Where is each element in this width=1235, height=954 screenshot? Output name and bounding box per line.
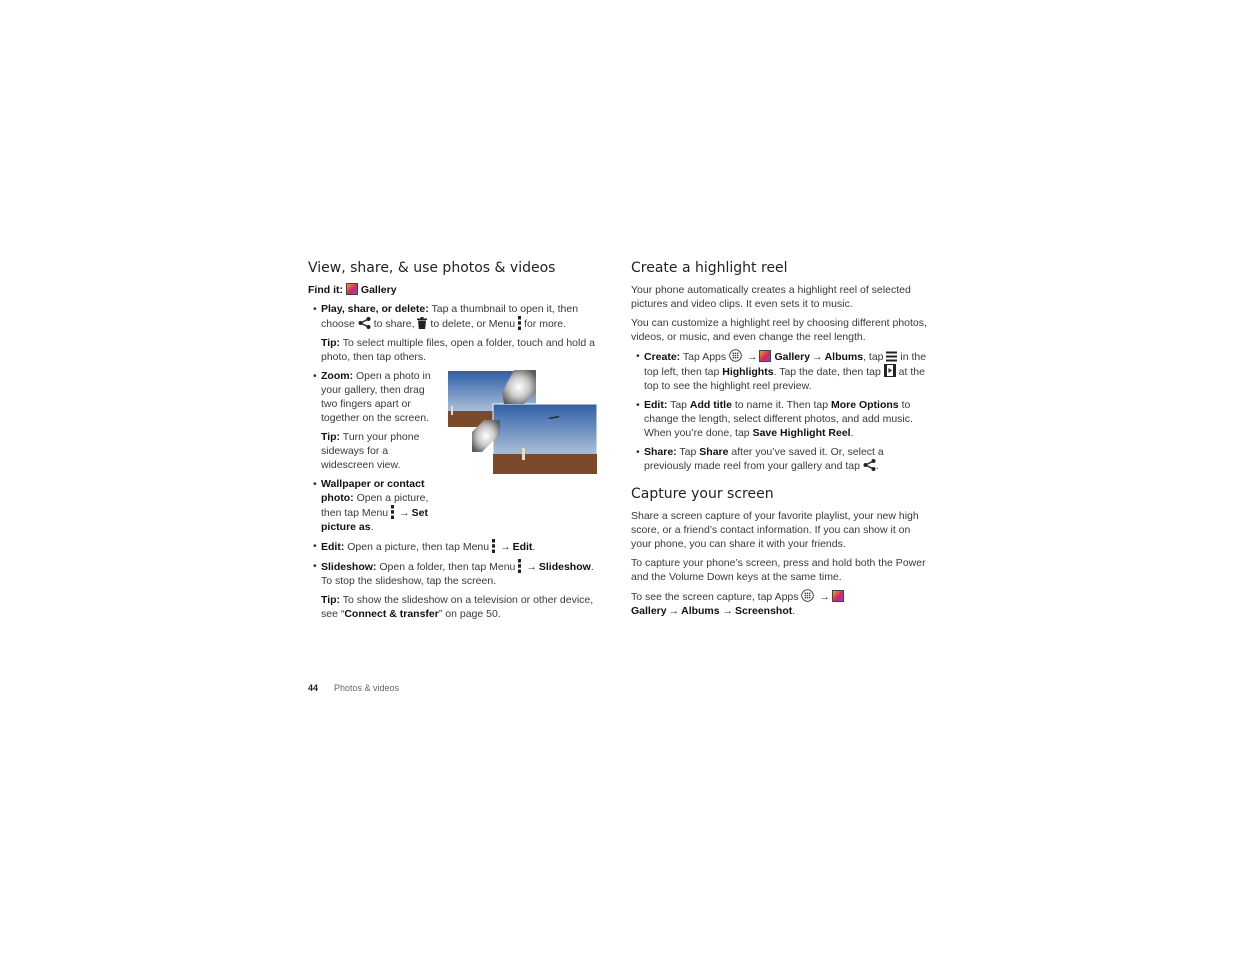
tip-multiple-files: Tip: To select multiple files, open a folder, touch and hold a photo, then tap others.	[321, 337, 595, 363]
arrow-icon: →	[500, 541, 511, 553]
menu-icon	[391, 505, 394, 519]
gallery-icon	[759, 350, 771, 362]
share-icon	[358, 317, 371, 329]
tip-slideshow-tv: Tip: To show the slideshow on a television or other device, see “Connect & transfer” on page 50.	[321, 594, 594, 620]
paragraph-capture-intro: Share a screen capture of your favorite playlist, your new high score, or a friend’s contact information. If you can show it on your phone, you can share it with your friends.	[631, 510, 919, 550]
find-it-gallery: Gallery	[360, 284, 397, 296]
menu-icon	[492, 539, 495, 553]
page-number: 44	[308, 683, 319, 693]
paragraph-capture-howto: To capture your phone’s screen, press and hold both the Power and the Volume Down keys at the same time.	[631, 557, 926, 583]
list-item-edit: • Edit: Open a picture, then tap Menu → Edit.	[308, 539, 606, 554]
paragraph-capture-view: To see the screen capture, tap Apps →Gallery → Albums → Screenshot.	[631, 589, 927, 618]
large-photo	[493, 404, 597, 474]
zoom-illustration	[448, 370, 598, 475]
section-title-view-share: View, share, & use photos & videos	[308, 260, 556, 276]
right-column	[631, 259, 927, 623]
menu-icon	[518, 316, 521, 330]
list-item-create: • Create: Tap Apps → Gallery → Albums, tap in the top left, then tap Highlights. Tap the date, then tap at the top to see the highlight reel preview.	[631, 349, 927, 393]
apps-icon	[729, 349, 742, 362]
arrow-icon: →	[668, 605, 680, 617]
tip-widescreen: Tip: Turn your phone sideways for a widescreen view.	[321, 431, 420, 471]
arrow-icon: →	[812, 351, 823, 363]
find-it-label: Find it:	[308, 284, 343, 296]
page-footer	[308, 681, 399, 695]
menu-icon	[518, 559, 521, 573]
arrow-icon: →	[399, 507, 410, 519]
arrow-icon: →	[819, 591, 830, 603]
gallery-icon	[832, 590, 844, 602]
section-title-capture-screen: Capture your screen	[631, 486, 774, 502]
arrow-icon: →	[526, 561, 537, 573]
list-item-zoom: • Zoom: Open a photo in your gallery, then drag two fingers apart or together on the screen.	[308, 369, 437, 425]
apps-icon	[801, 589, 814, 602]
hamburger-icon	[886, 351, 897, 362]
link-connect-transfer: Connect & transfer	[344, 608, 439, 620]
paragraph-highlight-customize: You can customize a highlight reel by choosing different photos, videos, or music, and even change the reel length.	[631, 317, 927, 343]
footer-section: Photos & videos	[334, 683, 400, 693]
feature-list	[308, 302, 606, 331]
left-column	[308, 259, 606, 626]
paragraph-highlight-intro: Your phone automatically creates a highlight reel of selected pictures and video clips. It even sets it to music.	[631, 284, 911, 310]
gallery-icon	[346, 283, 358, 295]
trash-icon	[417, 317, 427, 329]
highlight-list	[631, 349, 927, 473]
share-icon	[863, 459, 876, 471]
arrow-icon: →	[722, 605, 734, 617]
film-play-icon	[884, 364, 896, 377]
find-it-line	[308, 283, 606, 297]
section-title-highlight-reel: Create a highlight reel	[631, 260, 788, 276]
list-item-wallpaper: • Wallpaper or contact photo: Open a picture, then tap Menu → Set picture as.	[308, 477, 441, 534]
list-item-play: • Play, share, or delete: Tap a thumbnail to open it, then choose to share, to delete, or Menu for more.	[308, 302, 606, 331]
arrow-icon: →	[746, 351, 758, 363]
list-item-slideshow: • Slideshow: Open a folder, then tap Menu → Slideshow. To stop the slideshow, tap the screen.	[308, 559, 606, 588]
list-item-share-reel: • Share: Tap Share after you’ve saved it. Or, select a previously made reel from your gallery and tap .	[631, 445, 927, 473]
list-item-edit-reel: • Edit: Tap Add title to name it. Then tap More Options to change the length, select different photos, and add music. When you’re done, tap Save Highlight Reel.	[631, 398, 927, 440]
